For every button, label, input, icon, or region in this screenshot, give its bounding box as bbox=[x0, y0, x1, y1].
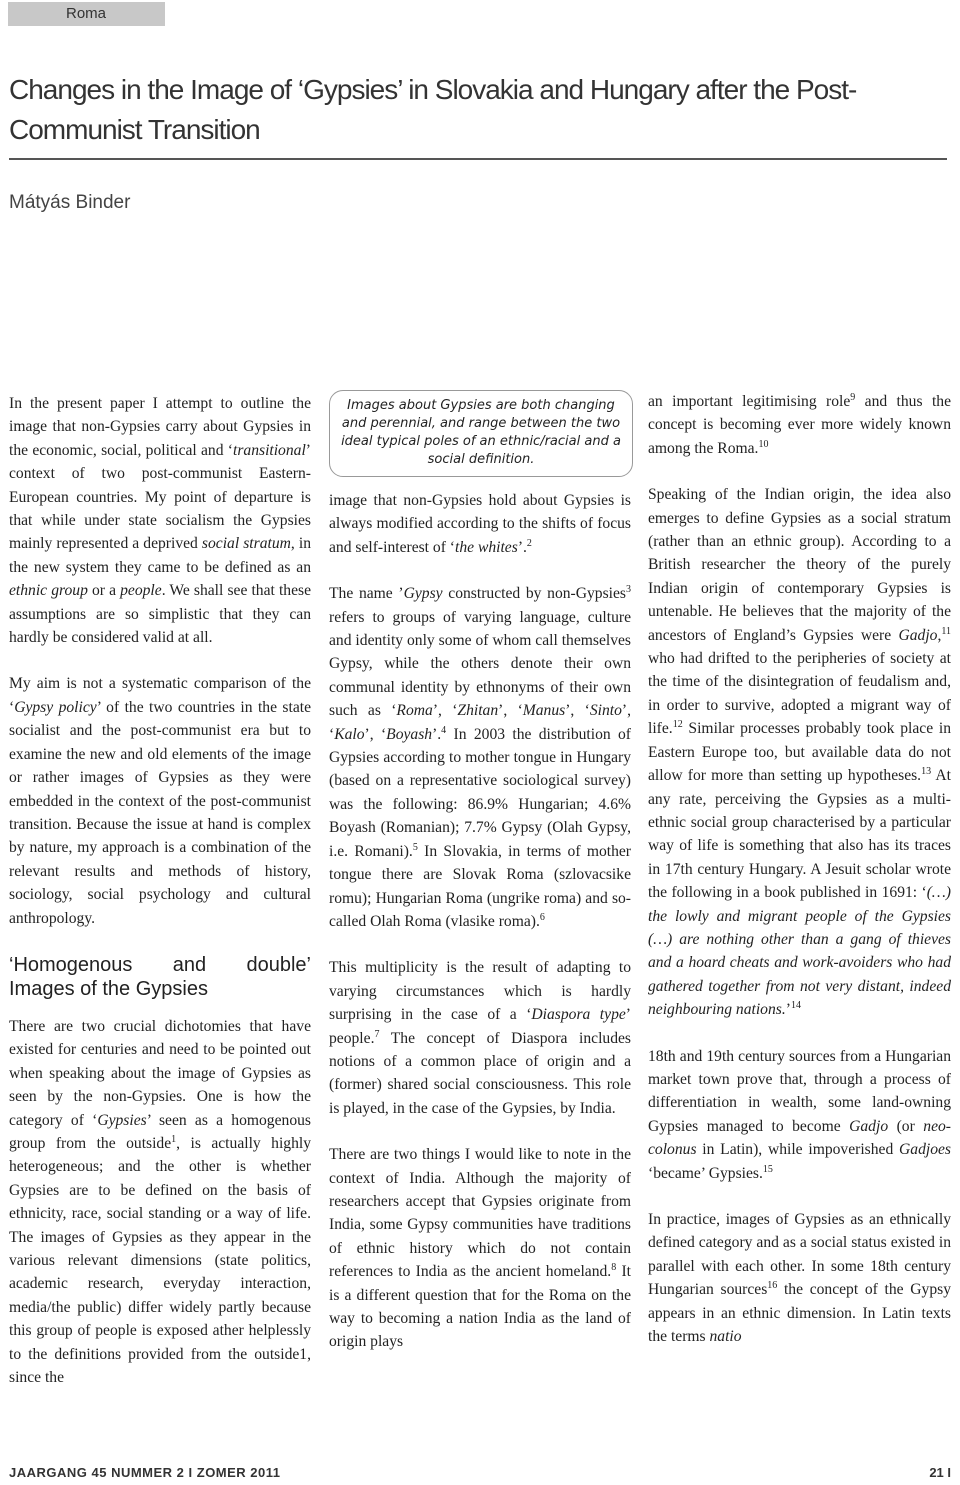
footnote-ref: 12 bbox=[672, 719, 683, 731]
pull-quote: Images about Gypsies are both changing and perennial, and range between the two ideal typical poles of an ethnic/racial and a social definition. bbox=[329, 390, 633, 477]
footnote-ref: 14 bbox=[790, 999, 801, 1011]
paragraph-name-gypsy: The name ’Gypsy constructed by non-Gypsies$^3$ refers to groups of varying language, culture and identity only some of whom call themselves Gypsy, while the others denote their own communal identity by ethnonyms of their own such as ‘Roma’, ‘Zhitan’, ‘Manus’, ‘Sinto’, ‘Kalo’, ‘Boyash’.$^4$ In 2003 the distribution of Gypsies according to mother tongue in Hungary (based on a representative sociological survey) was the following: 86.9% Hungarian; 4.6% Boyash (Romanian); 7.7% Gypsy (Olah Gypsy, i.e. Romani).$^5$ In Slovakia, in terms of mother tongue there are Slovak Roma (szlovacsike romu); Hungarian Roma (ungrike roma) and so-called Olah Roma (vlasike roma).$^6$ bbox=[329, 584, 632, 930]
paragraph-dichotomies: There are two crucial dichotomies that have existed for centuries and need to be pointed out when speaking about the image of Gypsies as seen by the non-Gypsies. One is how the category of ‘Gypsies’ seen as a homogenous group from the outside$^1$, is actually highly heterogeneous; and the other is whether Gypsies are to be defined on the basis of ethnicity, race, social standing or a way of life. The images of Gypsies as they appear in the various relevant dimensions (state politics, academic research, everyday interaction, media/the public) differ widely partly because this group of people is exposed ather helplessly to the definitions provided from the outside1, since the bbox=[9, 1017, 311, 1387]
footnote-ref: 3 bbox=[626, 584, 631, 596]
author-name: Mátyás Binder bbox=[9, 192, 131, 213]
footnote-ref: 2 bbox=[526, 537, 532, 549]
column-1 bbox=[9, 392, 311, 1412]
footnote-ref: 9 bbox=[850, 391, 856, 403]
paragraph-intro: In the present paper I attempt to outline the image that non-Gypsies carry about Gypsies in the economic, social, political and ‘transitional’ context of two post-communist Eastern-European countries. My point of departure is that while under state socialism the Gypsies mainly represented a deprived social stratum, in the new system they came to be defined as an ethnic group or a people. We shall see that these assumptions are so simplistic that they can hardly be considered valid at all. bbox=[9, 395, 311, 647]
paragraph-continued: image that non-Gypsies hold about Gypsies is always modified according to the shifts of focus and self-interest of ‘the whites’.$^2$ bbox=[329, 492, 631, 556]
article-title: Changes in the Image of ‘Gypsies’ in Slovakia and Hungary after the Post-Communist Transition bbox=[9, 74, 857, 145]
footnote-ref: 6 bbox=[539, 911, 545, 923]
page-number: 21 I bbox=[929, 1465, 951, 1480]
paragraph-diaspora: This multiplicity is the result of adapting to varying circumstances which is hardly surprising in the case of a ‘Diaspora type’ people.$^7$ The concept of Diaspora includes notions of a common place of origin and a (former) shared social consciousness. This role is played, in the case of the Gypsies, by India. bbox=[329, 959, 631, 1117]
footnote-ref: 10 bbox=[758, 438, 769, 450]
footnote-ref: 5 bbox=[412, 841, 418, 853]
paragraph-aim: My aim is not a systematic comparison of the ‘Gypsy policy’ of the two countries in the state socialist and the post-communist era but to examine the new and old elements of the image or rather images of Gypsies as they were embedded in the context of the post-communist transition. Because the issue at hand is complex by nature, my approach is a combination of the relevant results and methods of history, sociology, social psychology and cultural anthropology. bbox=[9, 675, 312, 927]
paragraph-market-town: 18th and 19th century sources from a Hungarian market town prove that, through a process of differentiation in wealth, some land-owning Gypsies managed to become Gadjo (or neo-colonus in Latin), while impoverished Gadjoes ‘became’ Gypsies.$^{15}$ bbox=[648, 1047, 951, 1182]
footnote-ref: 8 bbox=[611, 1262, 617, 1273]
section-tab: Roma bbox=[8, 2, 165, 26]
section-heading: ‘Homogenous and double’ Images of the Gypsies bbox=[9, 953, 311, 1000]
column-2 bbox=[329, 390, 631, 1377]
paragraph-india: There are two things I would like to note in the context of India. Although the majority of researchers accept that Gypsies originate from India, some Gypsy communities have traditions of ethnic history which do not contain references to India as the ancient homeland.$^8$ It is a different question that for the Roma on the way to becoming a nation India as the land of origin plays bbox=[329, 1146, 631, 1351]
footnote-ref: 16 bbox=[767, 1280, 778, 1292]
paragraph-legitimising: an important legitimising role$^9$ and thus the concept is becoming ever more widely known among the Roma.$^{10}$ bbox=[648, 391, 951, 457]
footer-issue: JAARGANG 45 NUMMER 2 I ZOMER 2011 bbox=[9, 1465, 281, 1480]
footnote-ref: 7 bbox=[374, 1028, 380, 1040]
title-divider bbox=[9, 158, 947, 160]
footnote-ref: 1 bbox=[171, 1133, 177, 1145]
paragraph-in-practice: In practice, images of Gypsies as an ethnically defined category and as a social status existed in parallel with each other. In some 18th century Hungarian sources$^{16}$ the concept of the Gypsy appears in an ethnic dimension. In Latin texts the terms natio bbox=[648, 1211, 952, 1346]
footnote-ref: 4 bbox=[441, 724, 447, 736]
footnote-ref: 11 bbox=[941, 625, 951, 637]
footnote-ref: 15 bbox=[762, 1163, 773, 1175]
footnote-ref: 13 bbox=[921, 765, 932, 777]
paragraph-indian-origin: Speaking of the Indian origin, the idea also emerges to define Gypsies as a social stratum (rather than an ethnic group). According to a British researcher the theory of the purely Indian origin of contemporary Gypsies is untenable. He believes that the majority of the ancestors of England’s Gypsies were Gadjo,$^{11}$ who had drifted to the peripheries of society at the time of the disintegration of feudalism and, in order to survive, adopted a migrant way of life.$^{12}$ Similar processes probably took place in Eastern Europe too, but available data do not allow for more than setting up hypotheses.$^{13}$ At any rate, perceiving the Gypsies as a multi-ethnic social group characterised by a particular way of life is something that also has its traces in 17th century Hungary. A Jesuit scholar wrote the following in a book published in 1691: ‘(…) the lowly and migrant people of the Gypsies (…) are nothing other than a gang of thieves and a hoard cheats and work-avoiders who had gathered together from not very distant, indeed neighbouring nations.’$^{14}$ bbox=[648, 486, 951, 1019]
column-3 bbox=[648, 390, 951, 1371]
